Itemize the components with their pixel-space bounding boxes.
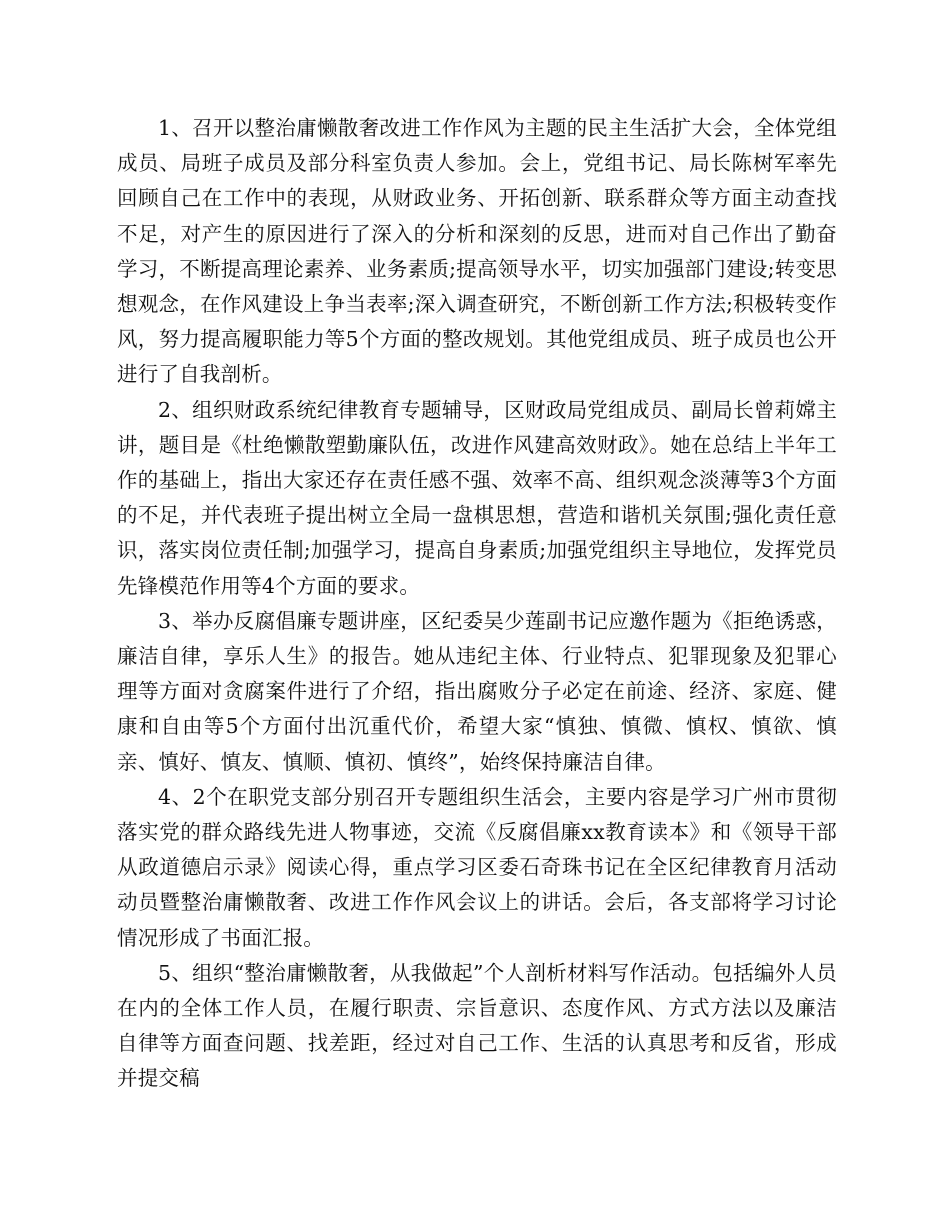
document-body bbox=[117, 111, 837, 1097]
paragraph-2: 2、组织财政系统纪律教育专题辅导，区财政局党组成员、副局长曾莉嫦主讲，题目是《杜绝懒散塑勤廉队伍，改进作风建高效财政》。她在总结上半年工作的基础上，指出大家还存在责任感不强、效率不高、组织观念淡薄等3个方面的不足，并代表班子提出树立全局一盘棋思想，营造和谐机关氛围;强化责任意识，落实岗位责任制;加强学习，提高自身素质;加强党组织主导地位，发挥党员先锋模范作用等4个方面的要求。 bbox=[117, 397, 837, 598]
paragraph-4: 4、2个在职党支部分别召开专题组织生活会，主要内容是学习广州市贯彻落实党的群众路线先进人物事迹，交流《反腐倡廉xx教育读本》和《领导干部从政道德启示录》阅读心得，重点学习区委石奇珠书记在全区纪律教育月活动动员暨整治庸懒散奢、改进工作作风会议上的讲话。会后，各支部将学习讨论情况形成了书面汇报。 bbox=[117, 784, 837, 950]
paragraph-5: 5、组织“整治庸懒散奢，从我做起”个人剖析材料写作活动。包括编外人员在内的全体工作人员，在履行职责、宗旨意识、态度作风、方式方法以及廉洁自律等方面查问题、找差距，经过对自己工作、生活的认真思考和反省，形成并提交稿 bbox=[117, 960, 837, 1091]
paragraph-3: 3、举办反腐倡廉专题讲座，区纪委吴少莲副书记应邀作题为《拒绝诱惑，廉洁自律，享乐人生》的报告。她从违纪主体、行业特点、犯罪现象及犯罪心理等方面对贪腐案件进行了介绍，指出腐败分子必定在前途、经济、家庭、健康和自由等5个方面付出沉重代价，希望大家“慎独、慎微、慎权、慎欲、慎亲、慎好、慎友、慎顺、慎初、慎终”，始终保持廉洁自律。 bbox=[117, 608, 837, 774]
paragraph-1: 1、召开以整治庸懒散奢改进工作作风为主题的民主生活扩大会，全体党组成员、局班子成员及部分科室负责人参加。会上，党组书记、局长陈树军率先回顾自己在工作中的表现，从财政业务、开拓创新、联系群众等方面主动查找不足，对产生的原因进行了深入的分析和深刻的反思，进而对自己作出了勤奋学习，不断提高理论素养、业务素质;提高领导水平，切实加强部门建设;转变思想观念，在作风建设上争当表率;深入调查研究，不断创新工作方法;积极转变作风，努力提高履职能力等5个方面的整改规划。其他党组成员、班子成员也公开进行了自我剖析。 bbox=[117, 116, 837, 387]
